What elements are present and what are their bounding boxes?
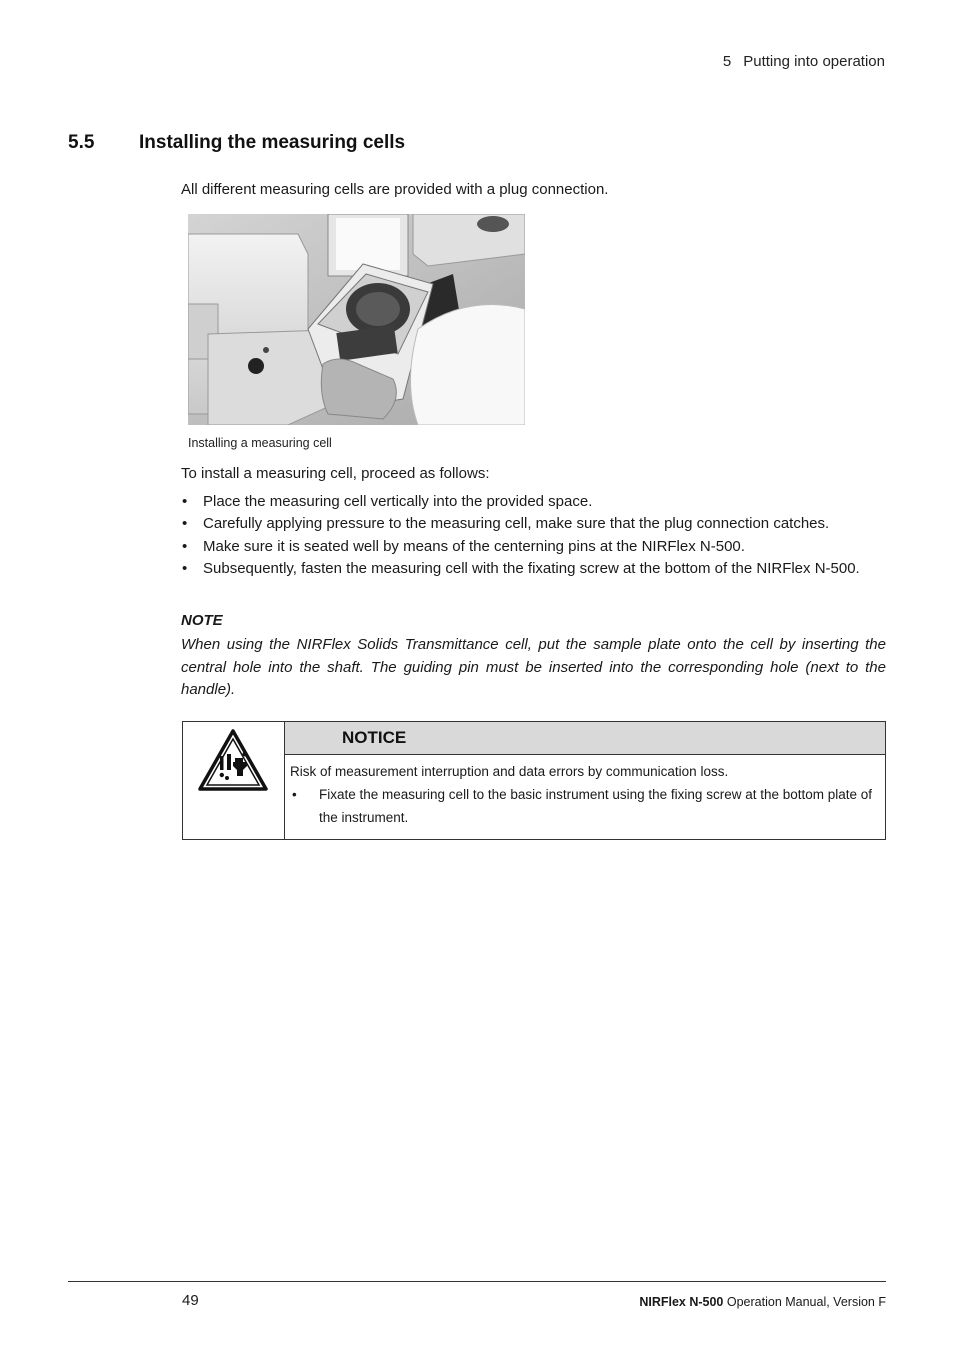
page-number: 49 — [182, 1292, 199, 1309]
section-heading — [68, 132, 405, 154]
notice-bullet — [290, 783, 880, 829]
step-text: Place the measuring cell vertically into the provided space. — [203, 493, 593, 510]
manual-doc: Operation Manual, Version F — [726, 1295, 886, 1309]
step-text: Make sure it is seated well by means of the centerning pins at the NIRFlex N-500. — [203, 537, 745, 555]
bullet: • — [182, 493, 188, 510]
intro-paragraph: All different measuring cells are provided with a plug connection. — [181, 181, 609, 198]
figure-photo — [188, 214, 525, 425]
chapter-number: 5 — [722, 53, 732, 70]
step-text: Subsequently, fasten the measuring cell with the fixating screw at the bottom of the NIRFlex N-500. — [203, 559, 860, 577]
notice-header — [285, 722, 885, 755]
running-header — [723, 53, 885, 70]
manual-title — [639, 1295, 886, 1309]
product-name: NIRFlex N-500 — [639, 1295, 724, 1309]
notice-icon-cell — [183, 722, 285, 839]
bullet: • — [292, 787, 297, 802]
procedure-lead: To install a measuring cell, proceed as follows: — [181, 465, 490, 482]
list-item — [181, 558, 891, 580]
list-item — [181, 491, 891, 513]
measuring-cell-photo — [188, 214, 525, 425]
chapter-title: Putting into operation — [743, 53, 885, 70]
notice-box — [182, 721, 886, 840]
warning-triangle-icon — [197, 728, 269, 794]
note-text: When using the NIRFlex Solids Transmittance cell, put the sample plate onto the cell by inserting the central hole into the shaft. The guiding pin must be inserted into the corresponding hole (next to the handle). — [181, 636, 886, 698]
notice-bullet-text: Fixate the measuring cell to the basic instrument using the fixing screw at the bottom plate of the instrument. — [319, 787, 873, 825]
note-title: NOTE — [181, 612, 223, 629]
list-item — [181, 536, 891, 558]
notice-title: NOTICE — [342, 728, 407, 747]
list-item — [181, 513, 891, 535]
step-text: Carefully applying pressure to the measuring cell, make sure that the plug connection catches. — [203, 515, 830, 533]
figure-caption: Installing a measuring cell — [188, 436, 332, 450]
section-number: 5.5 — [68, 132, 95, 153]
notice-text: Risk of measurement interruption and data errors by communication loss. — [290, 764, 729, 779]
bullet: • — [182, 537, 188, 555]
procedure-steps — [181, 491, 891, 580]
section-title: Installing the measuring cells — [139, 132, 406, 153]
bullet: • — [182, 559, 188, 577]
footer-rule — [68, 1281, 886, 1282]
bullet: • — [182, 515, 188, 533]
